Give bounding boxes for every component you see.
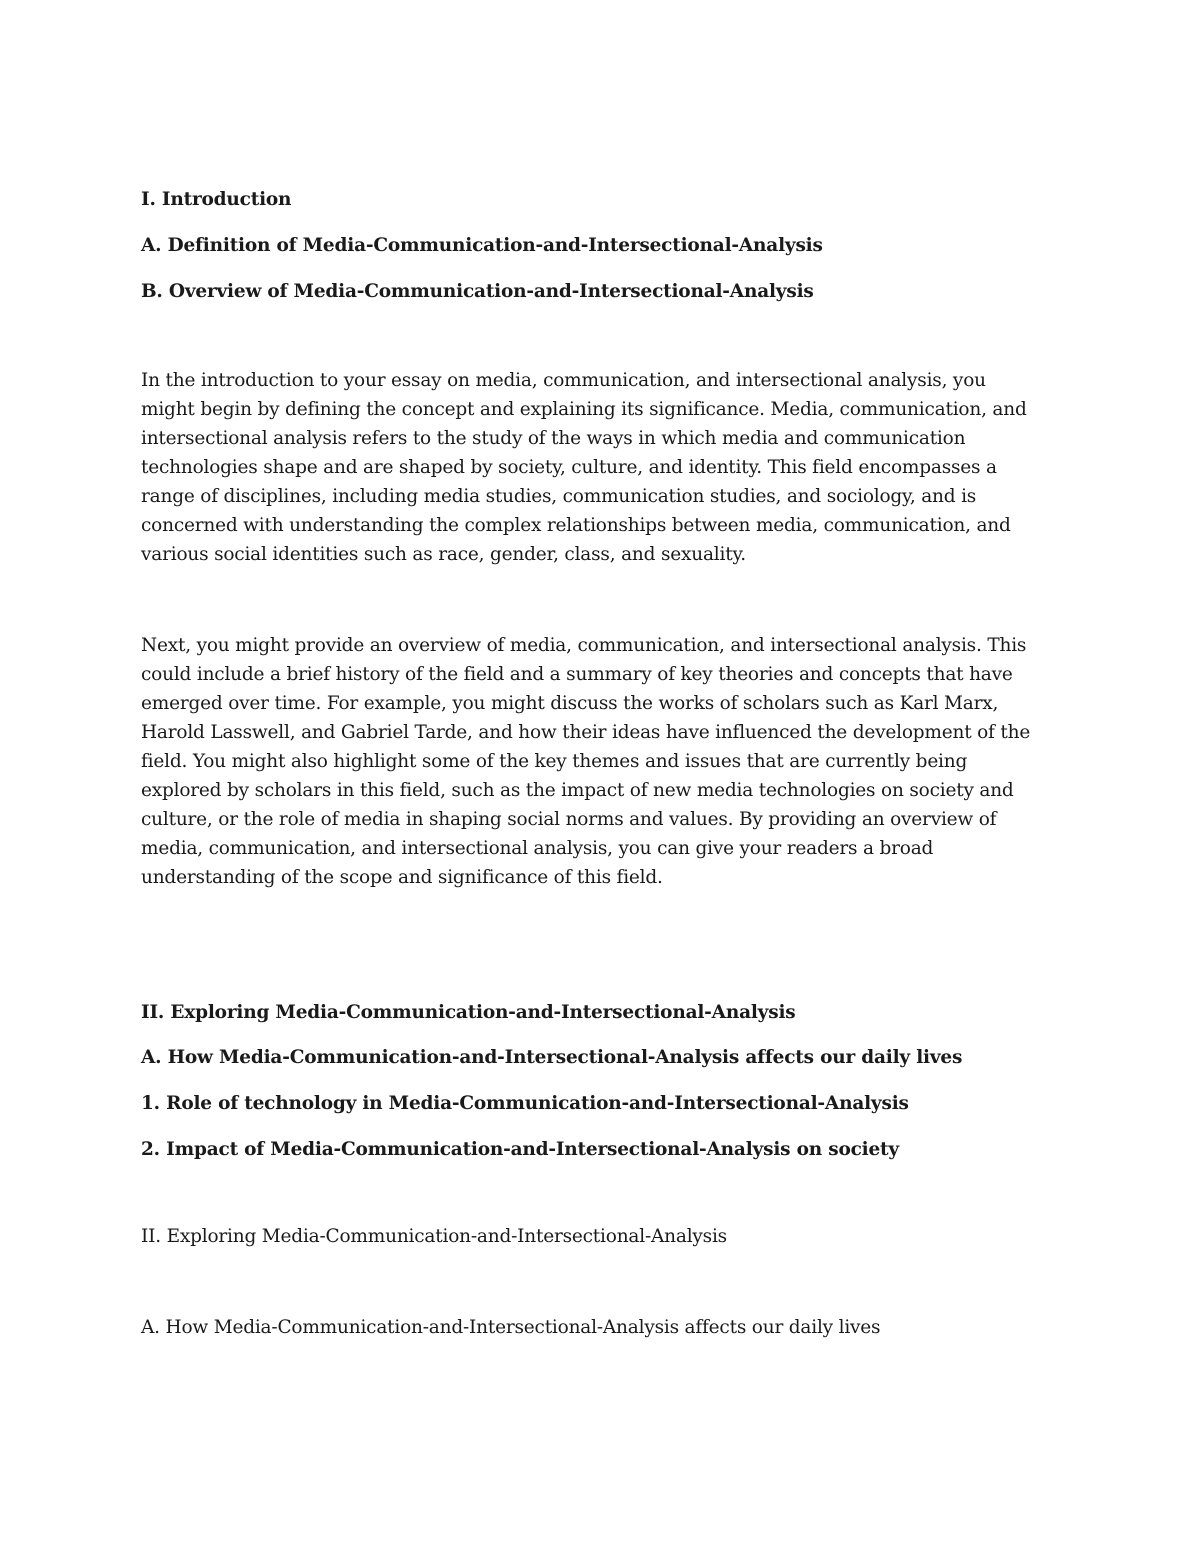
paragraph-overview xyxy=(141,631,1071,892)
paragraph-line: culture, or the role of media in shaping social norms and values. By providing an overview of xyxy=(141,809,997,830)
paragraph-line: Harold Lasswell, and Gabriel Tarde, and how their ideas have influenced the development of the xyxy=(141,722,1031,743)
subheading-definition: A. Definition of Media-Communication-and-Intersectional-Analysis xyxy=(141,235,823,256)
paragraph-introduction xyxy=(141,366,1071,569)
paragraph-line: In the introduction to your essay on media, communication, and intersectional analysis, you xyxy=(141,370,986,391)
subheading-daily-lives: A. How Media-Communication-and-Intersectional-Analysis affects our daily lives xyxy=(141,1047,963,1068)
plain-heading-exploring: II. Exploring Media-Communication-and-Intersectional-Analysis xyxy=(141,1226,727,1247)
paragraph-line: intersectional analysis refers to the study of the ways in which media and communication xyxy=(141,428,966,449)
paragraph-line: various social identities such as race, gender, class, and sexuality. xyxy=(141,544,746,565)
plain-subheading-daily-lives: A. How Media-Communication-and-Intersectional-Analysis affects our daily lives xyxy=(141,1317,881,1338)
paragraph-line: understanding of the scope and significance of this field. xyxy=(141,867,663,888)
paragraph-line: field. You might also highlight some of the key themes and issues that are currently being xyxy=(141,751,968,772)
paragraph-line: explored by scholars in this field, such as the impact of new media technologies on society and xyxy=(141,780,1014,801)
section-heading-exploring: II. Exploring Media-Communication-and-Intersectional-Analysis xyxy=(141,1002,796,1023)
paragraph-line: concerned with understanding the complex relationships between media, communication, and xyxy=(141,515,1011,536)
list-item-role-of-technology: 1. Role of technology in Media-Communication-and-Intersectional-Analysis xyxy=(141,1093,909,1114)
paragraph-line: Next, you might provide an overview of media, communication, and intersectional analysis. This xyxy=(141,635,1027,656)
paragraph-line: emerged over time. For example, you might discuss the works of scholars such as Karl Marx, xyxy=(141,693,999,714)
paragraph-line: technologies shape and are shaped by society, culture, and identity. This field encompasses a xyxy=(141,457,997,478)
paragraph-line: might begin by defining the concept and explaining its significance. Media, communication, and xyxy=(141,399,1027,420)
paragraph-line: could include a brief history of the field and a summary of key theories and concepts that have xyxy=(141,664,1013,685)
paragraph-line: range of disciplines, including media studies, communication studies, and sociology, and is xyxy=(141,486,977,507)
list-item-impact-on-society: 2. Impact of Media-Communication-and-Intersectional-Analysis on society xyxy=(141,1139,899,1160)
subheading-overview: B. Overview of Media-Communication-and-Intersectional-Analysis xyxy=(141,281,814,302)
paragraph-line: media, communication, and intersectional analysis, you can give your readers a broad xyxy=(141,838,934,859)
section-heading-introduction: I. Introduction xyxy=(141,189,292,210)
